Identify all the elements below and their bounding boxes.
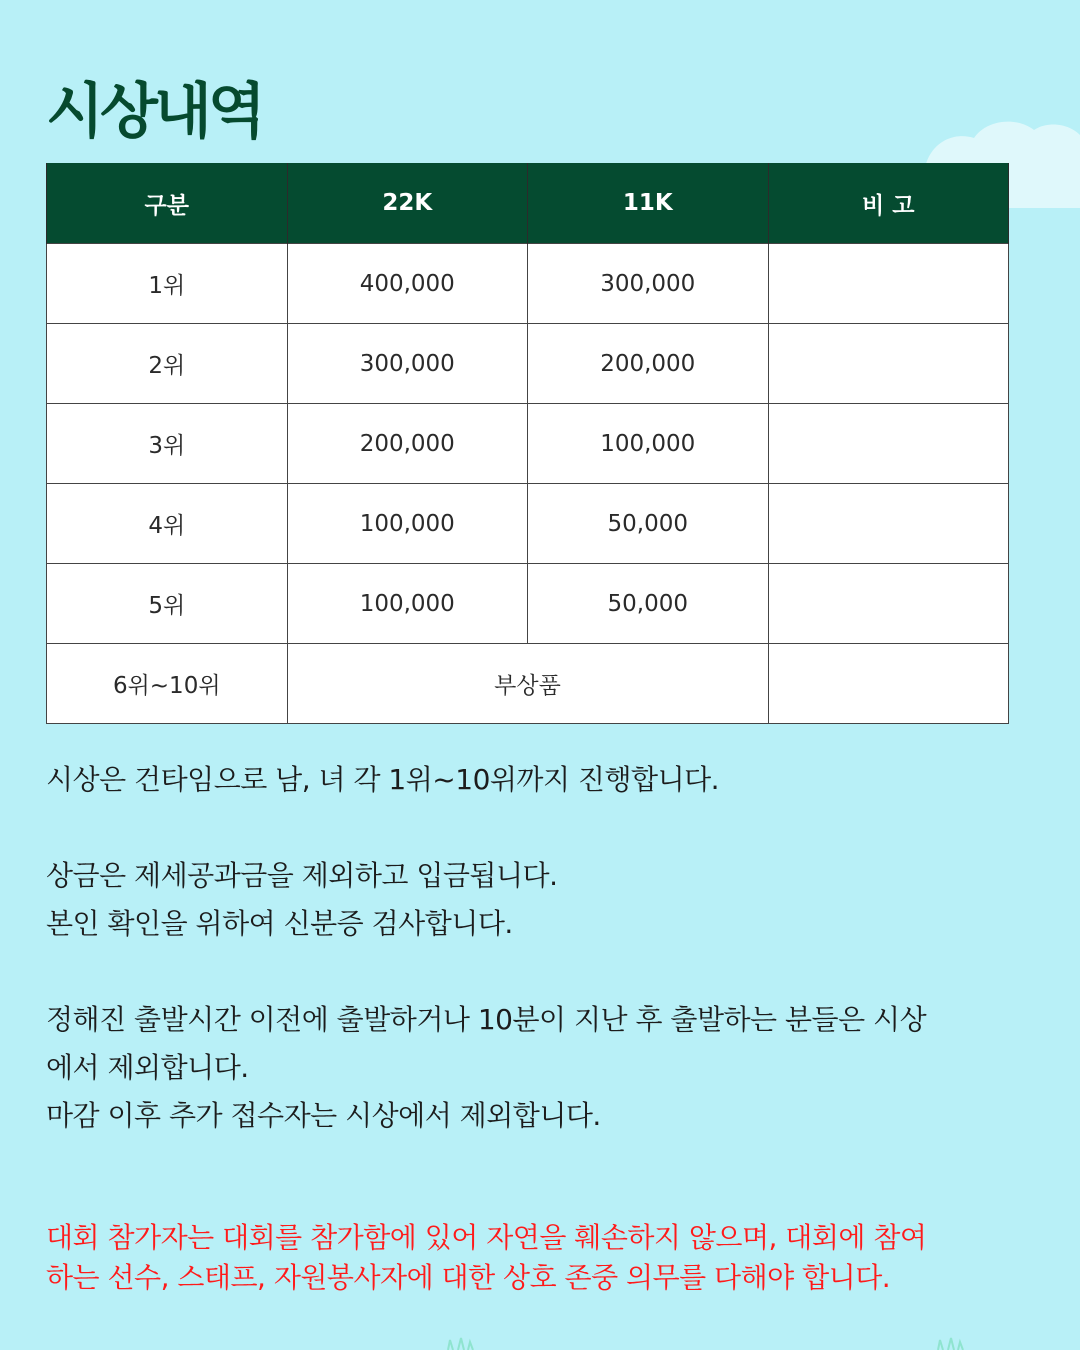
table-row	[47, 244, 1009, 324]
rank-cell: 6위~10위	[47, 644, 288, 724]
table-row	[47, 644, 1009, 724]
prize-22k-cell: 300,000	[287, 324, 528, 404]
note-line: 시상은 건타임으로 남, 녀 각 1위~10위까지 진행합니다.	[46, 763, 720, 796]
grass-decoration	[440, 1336, 480, 1350]
header-11k: 11K	[528, 163, 769, 244]
table-row	[47, 484, 1009, 564]
prize-11k-cell: 50,000	[528, 484, 769, 564]
prize-11k-cell: 100,000	[528, 404, 769, 484]
prize-22k-cell: 200,000	[287, 404, 528, 484]
rank-cell: 4위	[47, 484, 288, 564]
prize-merged-cell: 부상품	[287, 644, 768, 724]
table-header-row	[47, 163, 1009, 244]
table-row	[47, 564, 1009, 644]
prize-11k-cell: 200,000	[528, 324, 769, 404]
note-cell	[768, 644, 1009, 724]
note-cell	[768, 484, 1009, 564]
table-row	[47, 404, 1009, 484]
note-line: 정해진 출발시간 이전에 출발하거나 10분이 지난 후 출발하는 분들은 시상	[46, 1003, 927, 1036]
prize-22k-cell: 100,000	[287, 484, 528, 564]
rank-cell: 2위	[47, 324, 288, 404]
note-line: 마감 이후 추가 접수자는 시상에서 제외합니다.	[46, 1099, 601, 1132]
grass-decoration	[930, 1336, 970, 1350]
warning-line: 대회 참가자는 대회를 참가함에 있어 자연을 훼손하지 않으며, 대회에 참여	[46, 1221, 927, 1254]
table-row	[47, 324, 1009, 404]
rank-cell: 3위	[47, 404, 288, 484]
warning-notice	[46, 1218, 1046, 1298]
prize-table	[46, 163, 1009, 724]
prize-22k-cell: 400,000	[287, 244, 528, 324]
prize-22k-cell: 100,000	[287, 564, 528, 644]
rank-cell: 1위	[47, 244, 288, 324]
note-line: 본인 확인을 위하여 신분증 검사합니다.	[46, 907, 513, 940]
page-title: 시상내역	[46, 77, 262, 147]
note-line: 에서 제외합니다.	[46, 1051, 249, 1084]
header-category: 구분	[47, 163, 288, 244]
header-note: 비 고	[768, 163, 1009, 244]
note-line: 상금은 제세공과금을 제외하고 입금됩니다.	[46, 859, 558, 892]
header-22k: 22K	[287, 163, 528, 244]
prize-11k-cell: 300,000	[528, 244, 769, 324]
rank-cell: 5위	[47, 564, 288, 644]
note-cell	[768, 324, 1009, 404]
award-notes	[46, 756, 1036, 1140]
note-cell	[768, 404, 1009, 484]
note-cell	[768, 564, 1009, 644]
prize-11k-cell: 50,000	[528, 564, 769, 644]
warning-line: 하는 선수, 스태프, 자원봉사자에 대한 상호 존중 의무를 다해야 합니다.	[46, 1261, 891, 1294]
note-cell	[768, 244, 1009, 324]
